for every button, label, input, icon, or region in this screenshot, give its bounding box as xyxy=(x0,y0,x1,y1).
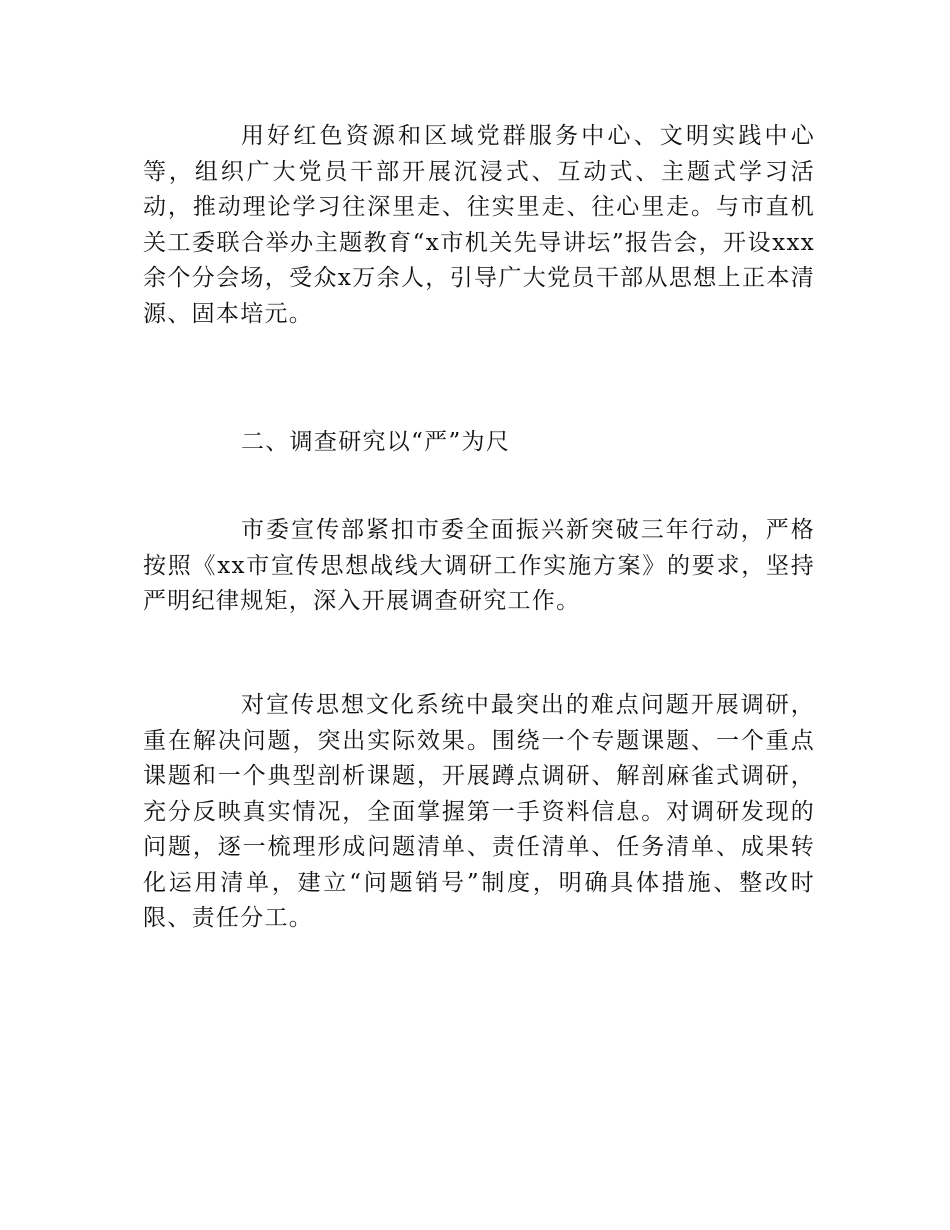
body-paragraph: 市委宣传部紧扣市委全面振兴新突破三年行动，严格按照《xx市宣传思想战线大调研工作实施方案》的要求，坚持严明纪律规矩，深入开展调查研究工作。 xyxy=(143,517,815,614)
section-heading: 二、调查研究以“严”为尺 xyxy=(241,429,511,455)
body-paragraph: 对宣传思想文化系统中最突出的难点问题开展调研，重在解决问题，突出实际效果。围绕一个专题课题、一个重点课题和一个典型剖析课题，开展蹲点调研、解剖麻雀式调研，充分反映真实情况，全面掌握第一手资料信息。对调研发现的问题，逐一梳理形成问题清单、责任清单、任务清单、成果转化运用清单，建立“问题销号”制度，明确具体措施、整改时限、责任分工。 xyxy=(143,692,815,931)
body-paragraph: 用好红色资源和区域党群服务中心、文明实践中心等，组织广大党员干部开展沉浸式、互动式、主题式学习活动，推动理论学习往深里走、往实里走、往心里走。与市直机关工委联合举办主题教育“x市机关先导讲坛”报告会，开设xxx余个分会场，受众x万余人，引导广大党员干部从思想上正本清源、固本培元。 xyxy=(143,123,815,327)
